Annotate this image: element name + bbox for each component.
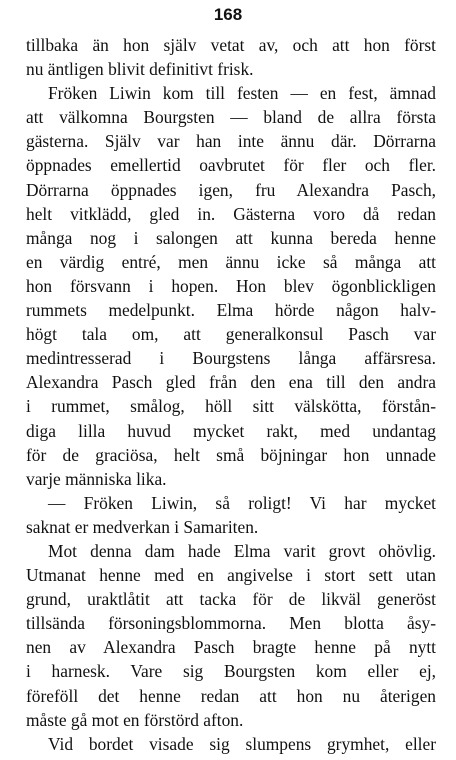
text-line: Fröken Liwin kom till festen — en fest, ämnad [48,83,436,104]
text-line: högt tala om, att generalkonsul Pasch var [26,324,436,345]
text-line: diga lilla huvud mycket rakt, med undantag [26,420,436,441]
text-line: Alexandra Pasch gled från den ena till den andra [26,372,436,393]
text-line: nen av Alexandra Pasch bragte henne på nytt [26,637,436,658]
text-line: Vid bordet visade sig slumpens grymhet, eller [48,733,436,754]
text-line: många nog i salongen att kunna bereda henne [26,227,436,248]
text-line: tillbaka än hon själv vetat av, och att hon först [26,35,436,55]
text-line: rummets medelpunkt. Elma hörde någon halv- [26,300,436,321]
text-line: öppnades emellertid oavbrutet för fler och fler. [26,155,436,176]
text-line: en värdig entré, men ännu icke så många att [26,251,436,272]
text-line: nu äntligen blivit definitivt frisk. [26,59,254,80]
text-line: i rummet, smålog, höll sitt välskötta, förstån- [26,396,436,417]
text-line: Dörrarna öppnades igen, fru Alexandra Pasch, [26,179,436,200]
text-line: i harnesk. Vare sig Bourgsten kom eller ej, [26,661,436,682]
text-line: tillsända försoningsblommorna. Men blotta åsy- [26,613,436,634]
text-line: hon försvann i hopen. Hon blev ögonblickligen [26,275,436,296]
text-line: för de graciösa, helt små böjningar hon unnade [26,444,436,465]
text-line: helt vitklädd, gled in. Gästerna voro då redan [26,203,436,224]
body-text [26,33,436,756]
text-line: medintresserad i Bourgstens långa affärsresa. [26,348,436,369]
text-line: grund, uraktlåtit att tacka för de likväl generöst [26,589,436,610]
text-line: Utmanat henne med en angivelse i stort sett utan [26,565,436,586]
text-line: Mot denna dam hade Elma varit grovt ohövlig. [48,540,436,561]
text-line: saknat er medverkan i Samariten. [26,516,259,537]
page-number: 168 [213,5,243,24]
text-line: måste gå mot en förstörd afton. [26,709,244,730]
text-line: — Fröken Liwin, så roligt! Vi har mycket [48,492,436,513]
text-line: föreföll det henne redan att hon nu återigen [26,685,436,706]
text-line: att välkomna Bourgsten — bland de allra första [26,107,436,128]
text-line: gästerna. Själv var han inte ännu där. Dörrarna [26,131,436,152]
text-line: varje människa lika. [26,468,167,489]
